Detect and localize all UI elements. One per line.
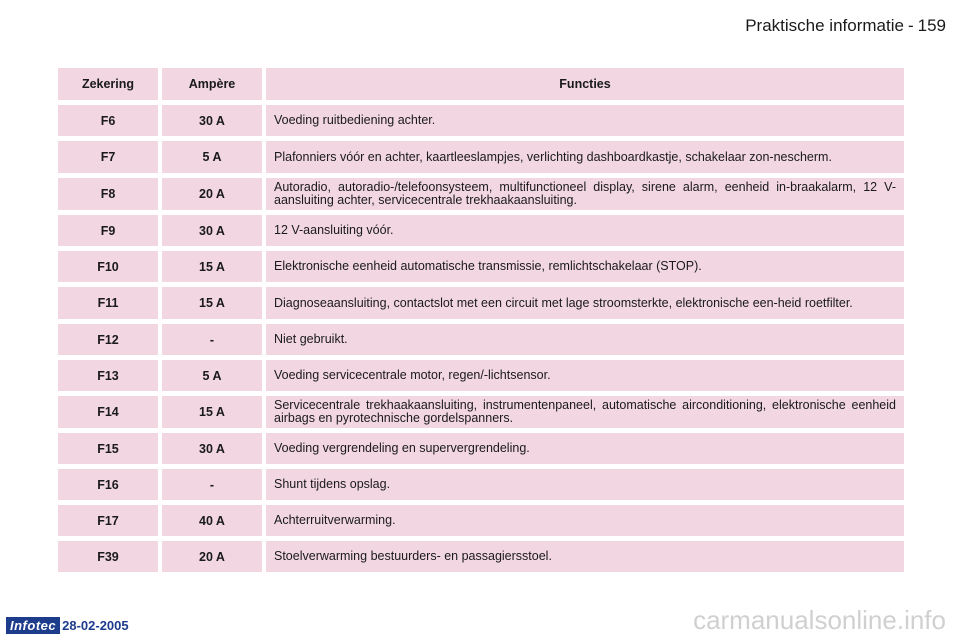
section-title: Praktische informatie — [745, 16, 904, 35]
table-row — [58, 360, 904, 391]
ampere-cell: - — [162, 469, 262, 500]
fuse-cell: F12 — [58, 324, 158, 355]
ampere-cell: - — [162, 324, 262, 355]
ampere-cell: 30 A — [162, 105, 262, 136]
fuse-table — [58, 68, 904, 577]
page-number: 159 — [917, 16, 946, 35]
function-cell: Servicecentrale trekhaakaansluiting, instrumentenpaneel, automatische airconditioning, elektronische eenheid airbags en pyrotechnische gordelspanners. — [266, 396, 904, 428]
fuse-cell: F17 — [58, 505, 158, 536]
table-header-row — [58, 68, 904, 100]
table-row — [58, 178, 904, 210]
table-row — [58, 324, 904, 355]
fuse-cell: F8 — [58, 178, 158, 210]
ampere-cell: 5 A — [162, 360, 262, 391]
table-row — [58, 505, 904, 536]
table-row — [58, 215, 904, 246]
function-cell: Niet gebruikt. — [266, 324, 904, 355]
column-header-fuse: Zekering — [58, 68, 158, 100]
function-cell: 12 V-aansluiting vóór. — [266, 215, 904, 246]
table-row — [58, 396, 904, 428]
function-cell: Plafonniers vóór en achter, kaartleeslampjes, verlichting dashboardkastje, schakelaar zon-nescherm. — [266, 141, 904, 173]
header-separator: - — [907, 16, 914, 35]
function-cell: Voeding servicecentrale motor, regen/-lichtsensor. — [266, 360, 904, 391]
fuse-cell: F6 — [58, 105, 158, 136]
column-header-ampere: Ampère — [162, 68, 262, 100]
ampere-cell: 20 A — [162, 178, 262, 210]
fuse-cell: F14 — [58, 396, 158, 428]
function-cell: Voeding ruitbediening achter. — [266, 105, 904, 136]
table-row — [58, 433, 904, 464]
function-cell: Achterruitverwarming. — [266, 505, 904, 536]
ampere-cell: 30 A — [162, 215, 262, 246]
table-row — [58, 105, 904, 136]
table-row — [58, 141, 904, 173]
ampere-cell: 40 A — [162, 505, 262, 536]
function-cell: Stoelverwarming bestuurders- en passagiersstoel. — [266, 541, 904, 572]
table-row — [58, 251, 904, 282]
table-row — [58, 287, 904, 319]
infotec-logo: Infotec — [6, 617, 60, 634]
fuse-cell: F11 — [58, 287, 158, 319]
table-row — [58, 469, 904, 500]
fuse-cell: F15 — [58, 433, 158, 464]
ampere-cell: 15 A — [162, 396, 262, 428]
function-cell: Elektronische eenheid automatische transmissie, remlichtschakelaar (STOP). — [266, 251, 904, 282]
footer-date: 28-02-2005 — [62, 618, 129, 633]
ampere-cell: 15 A — [162, 287, 262, 319]
fuse-cell: F7 — [58, 141, 158, 173]
fuse-cell: F16 — [58, 469, 158, 500]
table-row — [58, 541, 904, 572]
function-cell: Shunt tijdens opslag. — [266, 469, 904, 500]
ampere-cell: 20 A — [162, 541, 262, 572]
function-cell: Diagnoseaansluiting, contactslot met een circuit met lage stroomsterkte, elektronische een-heid roetfilter. — [266, 287, 904, 319]
function-cell: Autoradio, autoradio-/telefoonsysteem, multifunctioneel display, sirene alarm, eenheid in-braakalarm, 12 V-aansluiting achter, servicecentrale trekhaakaansluiting. — [266, 178, 904, 210]
table-body — [58, 105, 904, 572]
page-header — [745, 16, 946, 36]
column-header-functions: Functies — [266, 68, 904, 100]
footer — [6, 617, 129, 634]
ampere-cell: 5 A — [162, 141, 262, 173]
ampere-cell: 15 A — [162, 251, 262, 282]
fuse-cell: F9 — [58, 215, 158, 246]
fuse-cell: F10 — [58, 251, 158, 282]
fuse-cell: F39 — [58, 541, 158, 572]
ampere-cell: 30 A — [162, 433, 262, 464]
fuse-cell: F13 — [58, 360, 158, 391]
function-cell: Voeding vergrendeling en supervergrendeling. — [266, 433, 904, 464]
watermark: carmanualsonline.info — [693, 605, 946, 635]
